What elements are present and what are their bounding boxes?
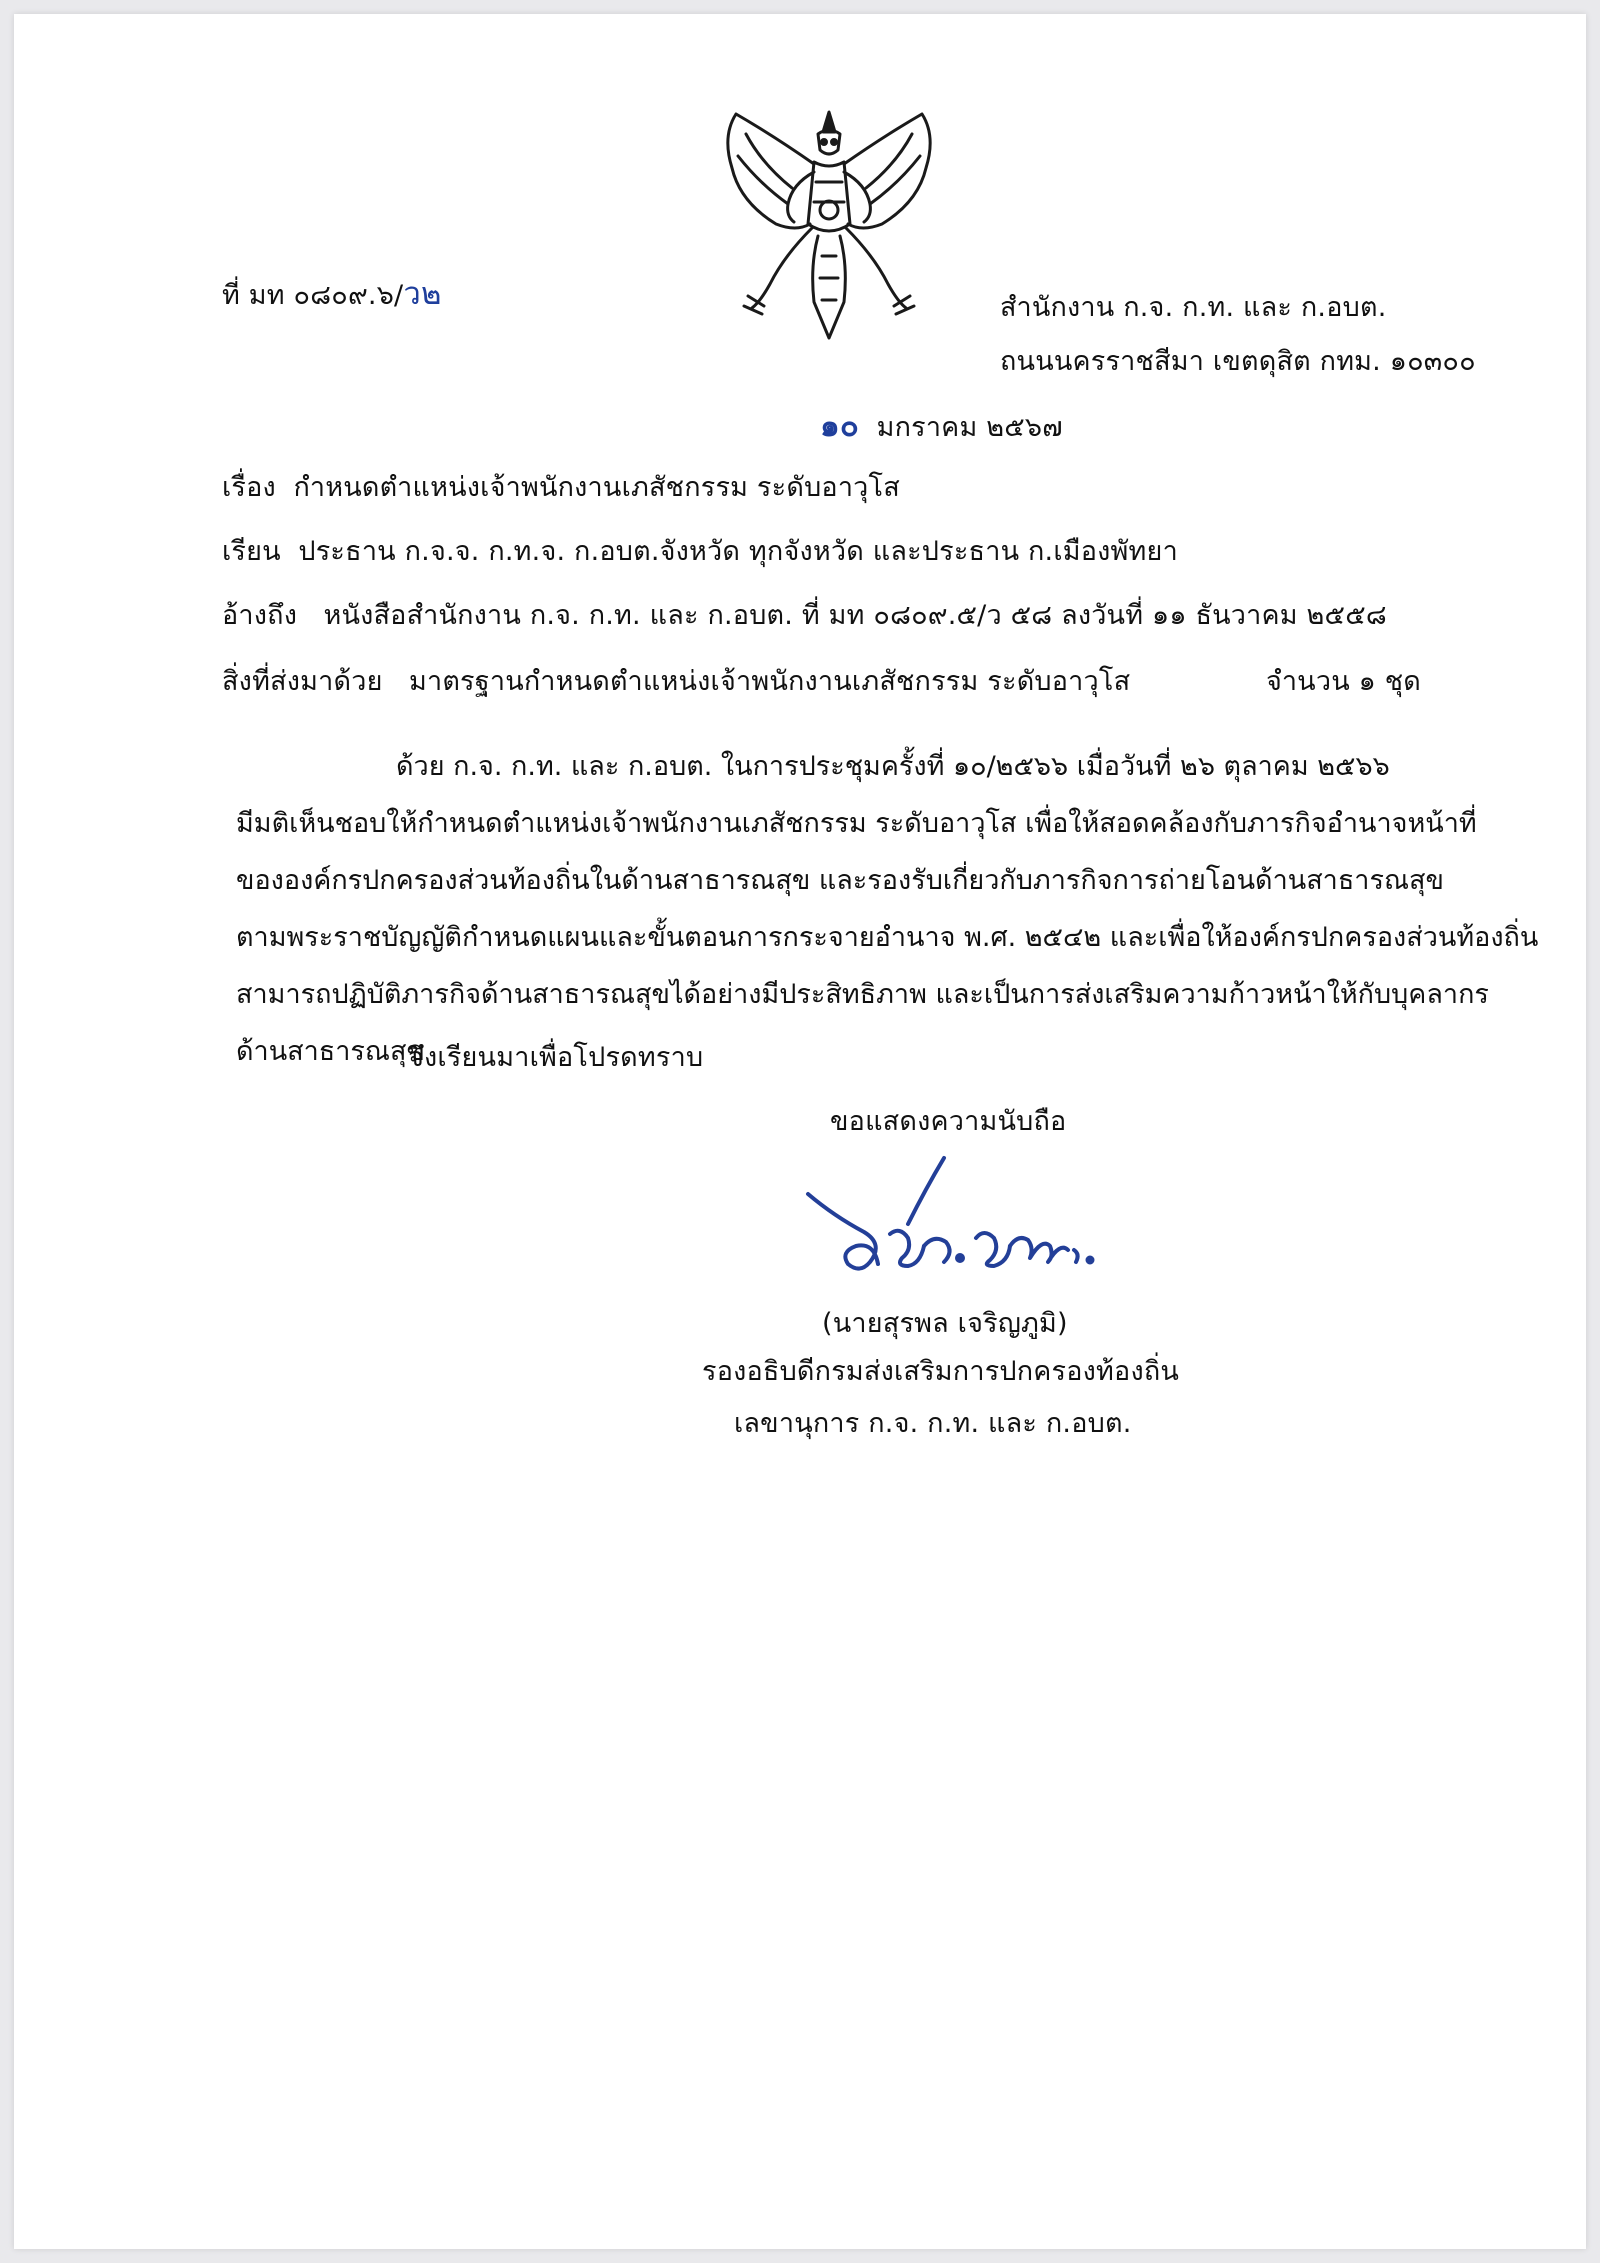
body-line: สามารถปฏิบัติภารกิจด้านสาธารณสุขได้อย่างมีประสิทธิภาพ และเป็นการส่งเสริมความก้าวหน้าให้กับบุคลากร <box>236 979 1489 1010</box>
document-number-handwritten: ว๒ <box>403 276 442 312</box>
closing-request: จึงเรียนมาเพื่อโปรดทราบ <box>408 1042 704 1073</box>
office-address: ถนนนครราชสีมา เขตดุสิต กทม. ๑๐๓๐๐ <box>1000 346 1476 377</box>
subject-label: เรื่อง <box>222 472 276 503</box>
body-paragraph <box>236 738 1539 1080</box>
document-page <box>14 14 1586 2249</box>
body-line: มีมติเห็นชอบให้กำหนดตำแหน่งเจ้าพนักงานเภสัชกรรม ระดับอาวุโส เพื่อให้สอดคล้องกับภารกิจอำนาจหน้าที่ <box>236 808 1477 839</box>
signatory-position: รองอธิบดีกรมส่งเสริมการปกครองท้องถิ่น <box>702 1356 1180 1387</box>
handwritten-signature <box>804 1154 1104 1294</box>
subject-row <box>222 470 900 506</box>
body-line: ตามพระราชบัญญัติกำหนดแผนและขั้นตอนการกระจายอำนาจ พ.ศ. ๒๕๔๒ และเพื่อให้องค์กรปกครองส่วนท้องถิ่น <box>236 922 1539 953</box>
recipient-label: เรียน <box>222 536 281 567</box>
document-date <box>820 408 1063 446</box>
body-line: ขององค์กรปกครองส่วนท้องถิ่นในด้านสาธารณสุข และรองรับเกี่ยวกับภารกิจการถ่ายโอนด้านสาธารณสุข <box>236 865 1444 896</box>
enclosure-quantity: จำนวน ๑ ชุด <box>1266 666 1422 697</box>
body-line: ด้วย ก.จ. ก.ท. และ ก.อบต. ในการประชุมครั้งที่ ๑๐/๒๕๖๖ เมื่อวันที่ ๒๖ ตุลาคม ๒๕๖๖ <box>396 751 1390 782</box>
recipient-text: ประธาน ก.จ.จ. ก.ท.จ. ก.อบต.จังหวัด ทุกจังหวัด และประธาน ก.เมืองพัทยา <box>298 536 1178 567</box>
garuda-emblem-icon <box>714 106 944 346</box>
enclosure-text: มาตรฐานกำหนดตำแหน่งเจ้าพนักงานเภสัชกรรม ระดับอาวุโส <box>408 666 1131 697</box>
document-number-printed: ที่ มท ๐๘๐๙.๖/ <box>222 280 404 311</box>
enclosure-row <box>222 664 1130 700</box>
date-day-handwritten: ๑๐ <box>820 408 859 444</box>
reference-label: อ้างถึง <box>222 600 298 631</box>
signatory-secretary-position: เลขานุการ ก.จ. ก.ท. และ ก.อบต. <box>734 1408 1132 1439</box>
date-month-year: มกราคม ๒๕๖๗ <box>876 412 1063 443</box>
signatory-name: (นายสุรพล เจริญภูมิ) <box>822 1308 1068 1339</box>
salutation: ขอแสดงความนับถือ <box>830 1106 1067 1137</box>
reference-text: หนังสือสำนักงาน ก.จ. ก.ท. และ ก.อบต. ที่ มท ๐๘๐๙.๕/ว ๕๘ ลงวันที่ ๑๑ ธันวาคม ๒๕๕๘ <box>323 600 1387 631</box>
office-name: สำนักงาน ก.จ. ก.ท. และ ก.อบต. <box>1000 292 1387 323</box>
subject-text: กำหนดตำแหน่งเจ้าพนักงานเภสัชกรรม ระดับอาวุโส <box>293 472 900 503</box>
recipient-row <box>222 534 1178 570</box>
enclosure-label: สิ่งที่ส่งมาด้วย <box>222 666 383 697</box>
reference-row <box>222 598 1387 634</box>
document-number <box>222 276 442 314</box>
body-line: ด้านสาธารณสุข <box>236 1036 425 1067</box>
